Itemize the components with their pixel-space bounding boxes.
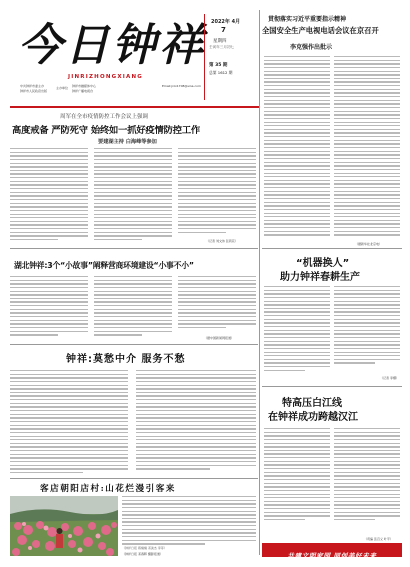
date-box <box>204 14 256 100</box>
lead-body-col-1 <box>10 148 88 244</box>
flower-photo-image <box>10 496 118 556</box>
footer-slogan-bar <box>262 543 402 560</box>
lead-body-col-3 <box>178 148 256 240</box>
lead-body-col-2 <box>94 148 172 244</box>
issue-date: 2022年 4月 <box>211 19 241 25</box>
section-rule <box>10 248 258 249</box>
national-news <box>262 14 402 244</box>
power-story <box>262 388 402 533</box>
section-rule <box>262 248 402 249</box>
publisher-line: 钟祥广播电视台 <box>72 89 94 93</box>
robot-headline-2: 助力钟祥春耕生产 <box>280 272 360 283</box>
column-divider <box>259 10 260 555</box>
power-headline-2: 在钟祥成功跨越汉江 <box>268 412 358 423</box>
national-headline: 全国安全生产电视电话会议在京召开 <box>262 26 379 35</box>
robot-story <box>262 250 402 384</box>
robot-body-col-2 <box>334 286 400 374</box>
photo-story-headline: 客店朝阳店村:山花烂漫引客来 <box>40 484 176 494</box>
story-business-col-1 <box>10 276 88 340</box>
issue-lunar: 壬寅年三月初七 <box>209 45 235 49</box>
story-agency-col-1 <box>10 370 128 478</box>
robot-body-col-1 <box>264 286 330 378</box>
masthead-pinyin: JINRIZHONGXIANG <box>68 74 144 80</box>
photo-caption: （钟祥日报 邓春晖 摄影报道） <box>122 552 163 556</box>
story-business-col-3 <box>178 276 256 336</box>
power-body-col-2 <box>334 428 400 528</box>
national-body-col-2 <box>334 56 400 242</box>
masthead-contact: Email:jrzx1708@sina.com <box>162 84 201 88</box>
lead-subhead: 要建湖主持 白海峰等参加 <box>98 139 157 145</box>
masthead-title: 今日钟祥 <box>18 20 206 71</box>
robot-byline: （记者 李娜） <box>380 376 399 380</box>
story-agency-col-2 <box>136 370 256 478</box>
power-headline-1: 特高压白江线 <box>282 398 342 409</box>
editor-credit: （责编 张百义 叶平） <box>364 537 393 541</box>
publisher-line: 钟祥市人民政府出版 <box>20 89 48 93</box>
lead-headline: 高度戒备 严防死守 始终如一抓好疫情防控工作 <box>12 125 201 136</box>
story-agency <box>10 346 258 482</box>
masthead <box>10 10 260 104</box>
issue-number: 第 35 期 <box>209 63 228 68</box>
section-rule <box>10 478 258 479</box>
robot-headline-1: “机器换人” <box>296 258 350 269</box>
masthead-rule <box>10 106 260 108</box>
lead-byline: （记者 刘文伟 张莉花） <box>206 239 238 243</box>
story-agency-headline: 钟祥:莫愁中介 服务不愁 <box>66 354 186 365</box>
lead-kicker: 周军在全市疫情防控工作会议上强调 <box>60 114 149 120</box>
publisher-line: 主办单位 <box>56 86 69 90</box>
photo-story <box>10 480 258 556</box>
section-rule <box>262 386 402 387</box>
issue-weekday: 星期四 <box>213 39 227 44</box>
flower-photo <box>10 496 118 556</box>
publisher-line: 钟祥市融媒体中心 <box>72 84 97 88</box>
national-source: （据新华社北京电） <box>355 242 383 246</box>
publisher-line: 中共钟祥市委主办 <box>20 84 45 88</box>
section-rule <box>10 344 258 345</box>
story-business-col-2 <box>94 276 172 340</box>
story-business <box>10 252 258 342</box>
story-business-headline: 湖北钟祥:3个“小故事”阐释营商环境建设“小事不小” <box>14 261 194 270</box>
issue-day: 7 <box>221 26 226 34</box>
issue-total: 总第 1612 期 <box>209 70 233 75</box>
masthead-info <box>20 84 160 104</box>
footer-slogan: 共建文明家园 同创美好未来 <box>287 552 377 560</box>
photo-story-byline: （钟祥日报 蒋楠楠 邓美杰 李菲） <box>122 546 167 550</box>
national-body-col-1 <box>264 56 330 242</box>
national-subhead: 李克强作出批示 <box>290 44 333 51</box>
national-kicker: 贯彻落实习近平重要指示精神 <box>268 16 347 23</box>
story-business-byline: （据中国新闻网报道） <box>204 336 235 340</box>
photo-story-body <box>122 496 256 548</box>
lead-story <box>10 110 258 245</box>
power-body-col-1 <box>264 428 330 528</box>
